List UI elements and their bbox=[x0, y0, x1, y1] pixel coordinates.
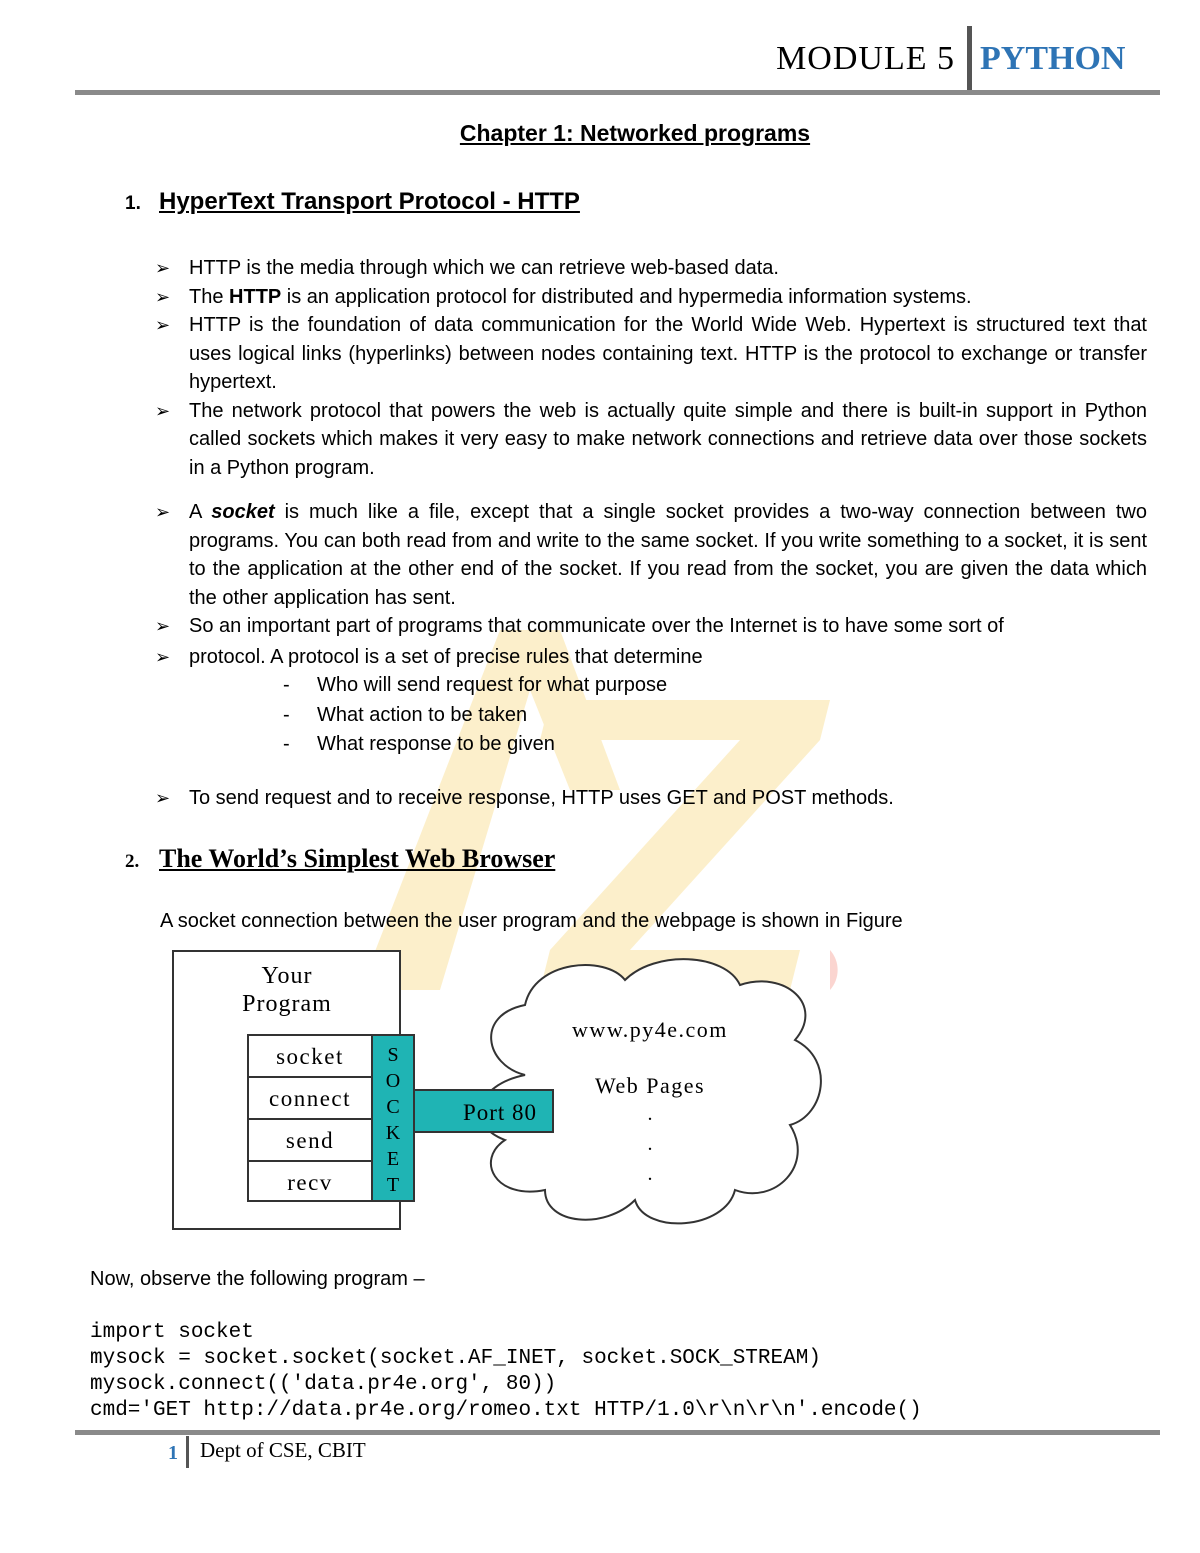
program-label-1: Your bbox=[261, 963, 313, 989]
socket-diagram bbox=[165, 945, 865, 1235]
section-1-bullets bbox=[155, 254, 1147, 812]
footer-rule bbox=[75, 1430, 1160, 1435]
section-2-title: The World’s Simplest Web Browser bbox=[159, 844, 556, 873]
port-label: Port 80 bbox=[462, 1100, 538, 1125]
arrow-bullet-icon: ➢ bbox=[155, 286, 171, 307]
figure-intro: A socket connection between the user program and the webpage is shown in Figure bbox=[160, 910, 903, 932]
function-connect: connect bbox=[268, 1086, 352, 1111]
list-item: ➢ So an important part of programs that communicate over the Internet is to have some sort of bbox=[155, 612, 1147, 641]
pages-label: Web Pages bbox=[594, 1073, 706, 1098]
socket-letter: T bbox=[386, 1174, 400, 1196]
list-item: ➢ HTTP is the foundation of data communication for the World Wide Web. Hypertext is structured text that uses logical links (hyperlinks) between nodes containing text. HTTP is the protocol to exchange or transfer hypertext. bbox=[155, 311, 1147, 397]
socket-letter: K bbox=[385, 1122, 401, 1144]
arrow-bullet-icon: ➢ bbox=[155, 258, 171, 278]
code-block bbox=[90, 1320, 922, 1424]
program-intro: Now, observe the following program – bbox=[90, 1268, 425, 1290]
function-send: send bbox=[285, 1128, 335, 1153]
header-divider bbox=[967, 26, 972, 92]
footer-dept: Dept of CSE, CBIT bbox=[200, 1438, 366, 1462]
site-label: www.py4e.com bbox=[572, 1017, 728, 1042]
arrow-bullet-icon: ➢ bbox=[155, 400, 171, 421]
footer-divider bbox=[186, 1436, 189, 1468]
arrow-bullet-icon: ➢ bbox=[155, 787, 171, 808]
section-2-heading bbox=[125, 844, 555, 874]
page-header bbox=[75, 26, 1160, 96]
list-item: ➢ The HTTP is an application protocol for distributed and hypermedia information systems. bbox=[155, 283, 1147, 312]
code-line: import socket bbox=[90, 1321, 254, 1344]
list-item: ➢ The network protocol that powers the web is actually quite simple and there is built-in support in Python called sockets which makes it very easy to make network connections and retrieve data over those sockets in a Python program. bbox=[155, 397, 1147, 483]
arrow-bullet-icon: ➢ bbox=[155, 646, 171, 667]
section-1-title: HyperText Transport Protocol - HTTP bbox=[159, 188, 580, 215]
list-item: ➢ To send request and to receive response, HTTP uses GET and POST methods. bbox=[155, 784, 1147, 813]
dots: . bbox=[647, 1163, 653, 1185]
arrow-bullet-icon: ➢ bbox=[155, 315, 171, 335]
list-item: ➢ HTTP is the media through which we can retrieve web-based data. bbox=[155, 254, 1147, 283]
sub-list-item: - What action to be taken bbox=[283, 703, 528, 726]
dots: . bbox=[647, 1103, 653, 1125]
sub-list-item: - What response to be given bbox=[283, 733, 555, 755]
subject-label: PYTHON bbox=[980, 40, 1126, 77]
section-1-number: 1. bbox=[125, 193, 141, 214]
module-label: MODULE 5 bbox=[776, 40, 955, 77]
dots: . bbox=[647, 1133, 653, 1155]
code-line: mysock.connect(('data.pr4e.org', 80)) bbox=[90, 1373, 557, 1396]
socket-letter: C bbox=[386, 1096, 400, 1118]
code-line: cmd='GET http://data.pr4e.org/romeo.txt HTTP/1.0\r\n\r\n'.encode() bbox=[90, 1399, 922, 1422]
socket-letter: E bbox=[386, 1148, 400, 1170]
arrow-bullet-icon: ➢ bbox=[155, 616, 171, 636]
list-item: ➢ A socket is much like a file, except that a single socket provides a two-way connection between two programs. You can both read from and write to the same socket. If you write something to a socket, it is sent to the application at the other end of the socket. If you read from the socket, you are given the data which the other application has sent. bbox=[155, 498, 1147, 612]
list-item: ➢ protocol. A protocol is a set of precise rules that determine bbox=[155, 643, 1147, 672]
chapter-title: Chapter 1: Networked programs bbox=[459, 120, 811, 146]
page-number: 1 bbox=[168, 1442, 178, 1464]
function-recv: recv bbox=[287, 1170, 333, 1195]
section-1-heading bbox=[125, 188, 580, 216]
section-2-number: 2. bbox=[125, 851, 140, 872]
socket-letter: O bbox=[385, 1070, 401, 1092]
code-line: mysock = socket.socket(socket.AF_INET, socket.SOCK_STREAM) bbox=[90, 1347, 821, 1370]
sub-list-item: - Who will send request for what purpose bbox=[283, 674, 668, 696]
function-socket: socket bbox=[276, 1044, 344, 1069]
socket-letter: S bbox=[387, 1044, 399, 1066]
program-label-2: Program bbox=[242, 991, 332, 1017]
arrow-bullet-icon: ➢ bbox=[155, 502, 171, 522]
header-rule bbox=[75, 90, 1160, 95]
